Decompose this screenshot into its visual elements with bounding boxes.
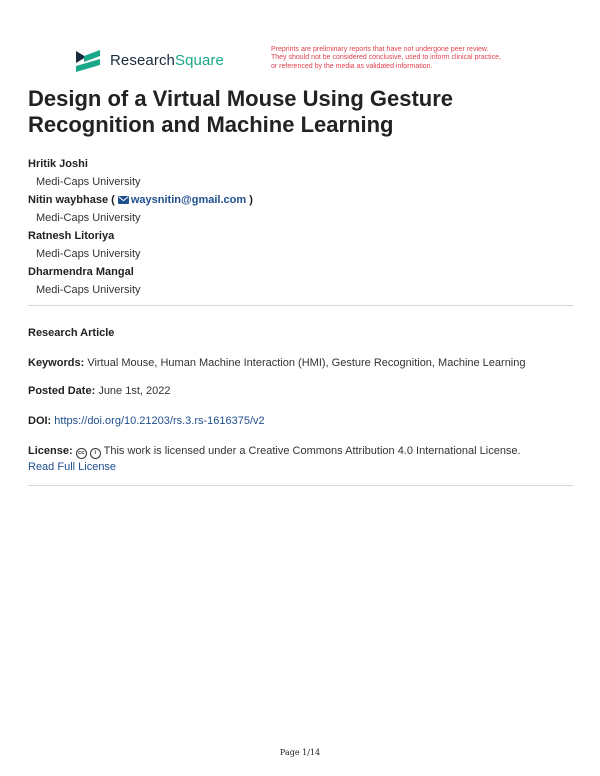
research-square-logo[interactable] — [74, 47, 224, 73]
keywords-value: Virtual Mouse, Human Machine Interaction (HMI), Gesture Recognition, Machine Learning — [87, 357, 526, 369]
author-affiliation: Medi-Caps University — [36, 248, 141, 260]
page-number: Page 1/14 — [279, 748, 321, 757]
paper-title: Design of a Virtual Mouse Using Gesture Recognition and Machine Learning — [28, 86, 454, 137]
article-type: Research Article — [28, 327, 115, 339]
creative-commons-icon: cc — [76, 448, 87, 459]
author-affiliation: Medi-Caps University — [36, 284, 141, 296]
author-email-link[interactable]: waysnitin@gmail.com — [130, 194, 247, 206]
author-affiliation: Medi-Caps University — [36, 212, 141, 224]
license-text: This work is licensed under a Creative Commons Attribution 4.0 International License. — [103, 445, 521, 457]
posted-date-value: June 1st, 2022 — [98, 385, 171, 397]
license-row — [28, 443, 573, 475]
attribution-icon: i — [90, 448, 101, 459]
author-entry — [28, 263, 568, 299]
envelope-icon — [118, 196, 129, 204]
doi-label: DOI: — [28, 415, 52, 427]
author-name-with-email — [28, 191, 568, 209]
license-label: License: — [28, 445, 73, 457]
author-name: Ratnesh Litoriya — [28, 230, 115, 242]
section-divider — [28, 305, 573, 306]
section-divider — [28, 485, 573, 486]
author-name: Hritik Joshi — [28, 158, 88, 170]
doi-row — [28, 413, 573, 429]
keywords-label: Keywords: — [28, 357, 85, 369]
email-close-paren: ) — [246, 194, 253, 206]
logo-text-square: Square — [175, 51, 224, 69]
email-open-paren: ( — [108, 194, 115, 206]
author-list — [28, 155, 568, 299]
author-name: Nitin waybhase — [28, 194, 109, 206]
research-square-logo-icon — [74, 47, 102, 73]
doi-link[interactable]: https://doi.org/10.21203/rs.3.rs-1616375/v2 — [54, 415, 265, 427]
logo-text-research: Research — [110, 51, 175, 69]
keywords-row — [28, 355, 573, 371]
author-name: Dharmendra Mangal — [28, 266, 134, 278]
preprint-disclaimer: Preprints are preliminary reports that have not undergone peer review. They should not be considered conclusive, used to inform clinical practice, or referenced by the media as validated information. — [271, 46, 501, 70]
posted-date-row — [28, 383, 573, 399]
author-affiliation: Medi-Caps University — [36, 176, 141, 188]
author-entry — [28, 155, 568, 191]
author-entry — [28, 227, 568, 263]
author-entry — [28, 191, 568, 227]
read-full-license-link[interactable]: Read Full License — [28, 461, 117, 473]
posted-date-label: Posted Date: — [28, 385, 96, 397]
logo-wordmark — [110, 52, 224, 69]
